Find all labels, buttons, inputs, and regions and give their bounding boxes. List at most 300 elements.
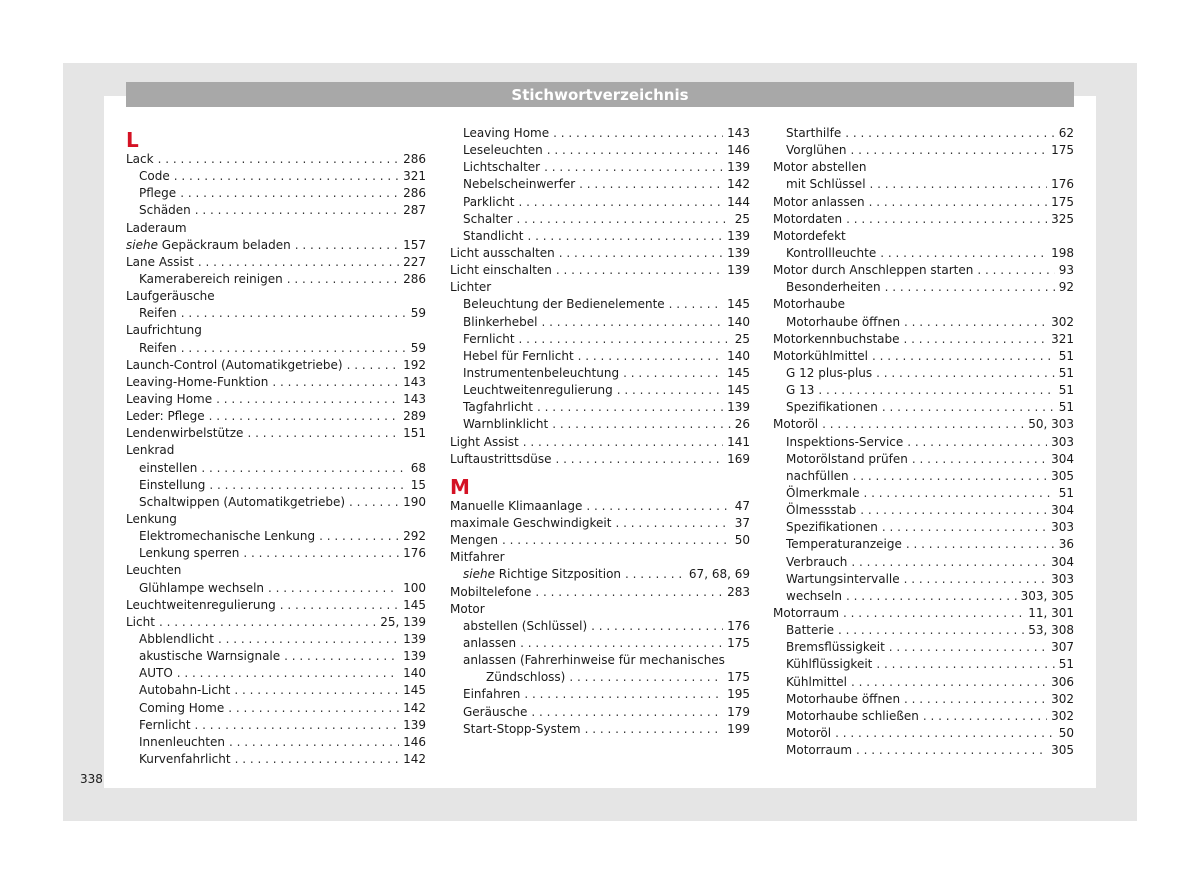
entry-page: 287 — [403, 203, 426, 218]
entry-page: 145 — [403, 597, 426, 612]
entry-term: G 13 — [786, 383, 815, 398]
entry-term: Motorkühlmittel — [773, 348, 868, 363]
entry-page: 175 — [727, 670, 750, 685]
index-heading — [126, 288, 426, 305]
entry-page: 289 — [403, 409, 426, 424]
entry-page: 25, 139 — [380, 614, 426, 629]
entry-page: 139 — [403, 631, 426, 646]
index-entry — [450, 159, 750, 176]
index-entry — [126, 648, 426, 665]
entry-page: 199 — [727, 721, 750, 736]
index-entry — [126, 425, 426, 442]
entry-term: Abblendlicht — [139, 631, 214, 646]
dot-leader — [870, 176, 1048, 193]
entry-term: Motor durch Anschleppen starten — [773, 263, 974, 278]
entry-page: 53, 308 — [1028, 623, 1074, 638]
entry-page: 100 — [403, 580, 426, 595]
index-entry — [773, 468, 1074, 485]
entry-term: Leaving Home — [463, 126, 550, 140]
entry-term: wechseln — [786, 588, 842, 603]
entry-page: 286 — [403, 186, 426, 201]
entry-page: 144 — [727, 194, 750, 209]
entry-page: 176 — [1051, 177, 1074, 192]
dot-leader — [835, 725, 1055, 742]
entry-term: Kühlmittel — [786, 674, 847, 689]
entry-term: anlassen (Fahrerhinweise für mechanisches — [463, 653, 725, 668]
entry-term: Reifen — [139, 340, 177, 355]
entry-page: 139 — [727, 400, 750, 415]
index-entry — [450, 262, 750, 279]
dot-leader — [243, 545, 399, 562]
entry-page: 37 — [734, 515, 750, 530]
index-entry — [126, 357, 426, 374]
dot-leader — [851, 554, 1047, 571]
entry-page: 139 — [727, 263, 750, 278]
entry-term: Glühlampe wechseln — [139, 580, 265, 595]
index-entry — [126, 202, 426, 219]
entry-term — [126, 237, 291, 254]
dot-leader — [669, 296, 723, 313]
entry-page: 146 — [403, 734, 426, 749]
index-entry — [450, 635, 750, 652]
dot-leader — [846, 211, 1047, 228]
dot-leader — [349, 494, 399, 511]
dot-leader — [268, 580, 399, 597]
index-letter: M — [450, 474, 470, 499]
entry-term: Motor — [450, 601, 485, 616]
entry-page: 175 — [1051, 194, 1074, 209]
entry-page: 283 — [727, 584, 750, 599]
index-heading — [450, 549, 750, 566]
index-entry — [126, 374, 426, 391]
index-entry — [773, 656, 1074, 673]
dot-leader — [553, 125, 723, 142]
entry-term: Blinkerhebel — [463, 314, 538, 329]
dot-leader — [876, 656, 1054, 673]
index-entry — [450, 125, 750, 142]
entry-term: Pflege — [139, 186, 177, 201]
index-heading — [450, 652, 750, 669]
entry-term: Leaving Home — [126, 391, 213, 406]
entry-page: 286 — [403, 271, 426, 286]
entry-term: Batterie — [786, 623, 835, 638]
index-entry — [450, 532, 750, 549]
dot-leader — [846, 588, 1017, 605]
dot-leader — [880, 245, 1047, 262]
entry-term: Fernlicht — [463, 331, 515, 346]
dot-leader — [198, 254, 399, 271]
index-entry — [126, 151, 426, 168]
entry-term: Vorglühen — [786, 143, 847, 158]
dot-leader — [284, 648, 399, 665]
dot-leader — [625, 566, 685, 583]
index-entry — [126, 665, 426, 682]
index-heading — [450, 279, 750, 296]
entry-term: Leuchtweitenregulierung — [126, 597, 276, 612]
index-heading — [773, 296, 1074, 313]
entry-page: 141 — [727, 434, 750, 449]
entry-page: 47 — [734, 498, 750, 513]
entry-page: 67, 68, 69 — [688, 567, 750, 582]
entry-term-text: Richtige Sitzposition — [498, 567, 622, 582]
index-heading — [773, 159, 1074, 176]
index-column-1 — [126, 125, 426, 768]
dot-leader — [586, 498, 730, 515]
entry-page: 321 — [1051, 331, 1074, 346]
entry-page: 145 — [727, 297, 750, 312]
entry-term: Lane Assist — [126, 254, 194, 269]
dot-leader — [617, 382, 723, 399]
dot-leader — [845, 125, 1055, 142]
entry-page: 139 — [403, 649, 426, 664]
dot-leader — [181, 305, 407, 322]
index-entry — [773, 348, 1074, 365]
index-entry — [126, 580, 426, 597]
index-entry — [773, 536, 1074, 553]
dot-leader — [569, 669, 723, 686]
entry-term: Code — [139, 169, 170, 184]
entry-page: 302 — [1051, 314, 1074, 329]
entry-page: 51 — [1058, 657, 1074, 672]
index-entry — [450, 331, 750, 348]
dot-leader — [180, 185, 399, 202]
entry-term: Standlicht — [463, 228, 524, 243]
index-entry — [773, 399, 1074, 416]
dot-leader — [272, 374, 399, 391]
dot-leader — [218, 631, 399, 648]
entry-term: Lichtschalter — [463, 160, 541, 175]
entry-page: 286 — [403, 152, 426, 166]
index-entry — [126, 700, 426, 717]
dot-leader — [578, 348, 723, 365]
entry-term: mit Schlüssel — [786, 177, 866, 192]
dot-leader — [535, 584, 723, 601]
entry-page: 143 — [403, 391, 426, 406]
entry-term: Lenkung sperren — [139, 546, 240, 561]
index-entry — [126, 168, 426, 185]
entry-term: Lichter — [450, 280, 492, 295]
index-entry — [773, 605, 1074, 622]
entry-page: 139 — [727, 245, 750, 260]
index-entry — [126, 254, 426, 271]
index-entry — [773, 725, 1074, 742]
entry-page: 59 — [410, 306, 426, 321]
dot-leader — [247, 425, 399, 442]
index-entry — [126, 391, 426, 408]
entry-term: Motorhaube öffnen — [786, 314, 901, 329]
entry-page: 59 — [410, 340, 426, 355]
entry-term: Lenkrad — [126, 443, 175, 458]
entry-term: Fernlicht — [139, 717, 191, 732]
entry-page: 145 — [727, 365, 750, 380]
entry-term: Verbrauch — [786, 554, 848, 569]
entry-term: Licht einschalten — [450, 263, 552, 278]
entry-page: 306 — [1051, 674, 1074, 689]
entry-term: Coming Home — [139, 700, 225, 715]
entry-page: 139 — [727, 160, 750, 175]
entry-term: Elektromechanische Lenkung — [139, 529, 316, 544]
entry-term: einstellen — [139, 460, 198, 475]
index-entry — [450, 451, 750, 468]
dot-leader — [547, 142, 723, 159]
entry-term: nachfüllen — [786, 468, 849, 483]
dot-leader — [851, 674, 1047, 691]
entry-page: 227 — [403, 254, 426, 269]
dot-leader — [818, 382, 1054, 399]
dot-leader — [195, 202, 399, 219]
index-entry — [773, 142, 1074, 159]
entry-term: Lack — [126, 152, 154, 166]
entry-page: 51 — [1058, 365, 1074, 380]
entry-term: Ölmerkmale — [786, 485, 860, 500]
entry-page: 25 — [734, 211, 750, 226]
dot-leader — [843, 605, 1024, 622]
index-entry — [126, 340, 426, 357]
dot-leader — [319, 528, 399, 545]
entry-term: Leseleuchten — [463, 143, 543, 158]
index-entry — [773, 622, 1074, 639]
page-number: 338 — [80, 772, 103, 786]
dot-leader — [177, 665, 399, 682]
index-heading — [450, 601, 750, 618]
entry-page: 51 — [1058, 348, 1074, 363]
entry-page: 321 — [403, 169, 426, 184]
entry-page: 175 — [1051, 143, 1074, 158]
dot-leader — [347, 357, 400, 374]
index-entry — [126, 460, 426, 477]
dot-leader — [623, 365, 723, 382]
index-entry — [450, 434, 750, 451]
entry-page: 303 — [1051, 571, 1074, 586]
dot-leader — [181, 340, 407, 357]
dot-leader — [904, 571, 1047, 588]
entry-page: 307 — [1051, 640, 1074, 655]
dot-leader — [201, 460, 406, 477]
index-entry — [450, 618, 750, 635]
index-entry — [773, 262, 1074, 279]
index-entry — [773, 365, 1074, 382]
index-entry — [126, 185, 426, 202]
entry-page: 157 — [403, 237, 426, 252]
entry-page: 143 — [727, 126, 750, 140]
entry-term: Laufrichtung — [126, 323, 202, 338]
index-entry — [126, 271, 426, 288]
dot-leader — [904, 691, 1047, 708]
entry-page: 146 — [727, 143, 750, 158]
dot-leader — [864, 485, 1055, 502]
entry-page: 139 — [403, 717, 426, 732]
entry-term: Licht — [126, 614, 155, 629]
index-entry — [773, 279, 1074, 296]
entry-term: Motorölstand prüfen — [786, 451, 908, 466]
entry-page: 192 — [403, 357, 426, 372]
index-entry — [773, 451, 1074, 468]
entry-term: abstellen (Schlüssel) — [463, 618, 588, 633]
index-entry — [773, 382, 1074, 399]
entry-term: Mobiltelefone — [450, 584, 532, 599]
dot-leader — [228, 700, 399, 717]
entry-term: Schalter — [463, 211, 513, 226]
index-entry — [126, 597, 426, 614]
dot-leader — [853, 468, 1047, 485]
entry-term: Spezifikationen — [786, 520, 878, 535]
entry-term: AUTO — [139, 666, 173, 681]
dot-leader — [912, 451, 1047, 468]
entry-term — [463, 566, 621, 583]
entry-page: 325 — [1051, 211, 1074, 226]
entry-page: 145 — [727, 383, 750, 398]
entry-term: Lenkung — [126, 511, 177, 526]
index-entry — [450, 704, 750, 721]
entry-page: 51 — [1058, 400, 1074, 415]
entry-page: 303 — [1051, 434, 1074, 449]
entry-term: Zündschloss) — [486, 670, 566, 685]
entry-term: Start-Stopp-System — [463, 721, 581, 736]
entry-term: Wartungsintervalle — [786, 571, 900, 586]
dot-leader — [591, 618, 723, 635]
entry-page: 142 — [403, 751, 426, 766]
see-reference: siehe — [126, 237, 158, 252]
dot-leader — [531, 704, 723, 721]
dot-leader — [502, 532, 731, 549]
dot-leader — [556, 451, 724, 468]
entry-page: 195 — [727, 687, 750, 702]
index-entry — [773, 434, 1074, 451]
entry-page: 140 — [727, 314, 750, 329]
entry-page: 175 — [727, 635, 750, 650]
index-heading — [126, 562, 426, 579]
entry-term: Launch-Control (Automatikgetriebe) — [126, 357, 343, 372]
entry-term: Leaving-Home-Funktion — [126, 374, 269, 389]
index-entry — [450, 194, 750, 211]
index-entry — [450, 348, 750, 365]
index-entry — [450, 176, 750, 193]
index-entry — [450, 314, 750, 331]
entry-term: Leuchtweitenregulierung — [463, 383, 613, 398]
entry-term: Kühlflüssigkeit — [786, 657, 873, 672]
dot-leader — [860, 502, 1047, 519]
index-heading — [773, 228, 1074, 245]
entry-page: 142 — [403, 700, 426, 715]
entry-page: 292 — [403, 529, 426, 544]
entry-term: Motoröl — [773, 417, 819, 432]
entry-term: Hebel für Fernlicht — [463, 348, 574, 363]
dot-leader — [519, 194, 724, 211]
index-entry — [773, 674, 1074, 691]
dot-leader — [872, 348, 1055, 365]
entry-term: Motor abstellen — [773, 160, 867, 175]
entry-term: Geräusche — [463, 704, 528, 719]
entry-term: Motoröl — [786, 725, 832, 740]
index-entry — [773, 571, 1074, 588]
dot-leader — [158, 151, 400, 168]
index-entry — [773, 314, 1074, 331]
entry-term: Light Assist — [450, 434, 519, 449]
index-entry — [126, 614, 426, 631]
index-column-2 — [450, 125, 750, 738]
entry-page: 302 — [1051, 691, 1074, 706]
entry-term: Inspektions-Service — [786, 434, 904, 449]
entry-term: Schäden — [139, 203, 191, 218]
dot-leader — [882, 519, 1047, 536]
index-entry — [126, 717, 426, 734]
entry-page: 179 — [727, 704, 750, 719]
dot-leader — [851, 142, 1048, 159]
index-entry — [126, 477, 426, 494]
entry-page: 302 — [1051, 708, 1074, 723]
entry-page: 36 — [1058, 537, 1074, 552]
dot-leader — [159, 614, 376, 631]
index-entry — [773, 708, 1074, 725]
dot-leader — [559, 245, 723, 262]
dot-leader — [517, 211, 731, 228]
entry-term: Motorhaube — [773, 297, 846, 312]
dot-leader — [904, 331, 1048, 348]
entry-term: Temperaturanzeige — [786, 537, 902, 552]
index-entry — [450, 142, 750, 159]
index-entry — [126, 305, 426, 322]
index-entry — [773, 176, 1074, 193]
index-entry — [450, 584, 750, 601]
entry-term: Einfahren — [463, 687, 521, 702]
dot-leader — [174, 168, 399, 185]
entry-page: 50 — [734, 533, 750, 548]
dot-leader — [889, 639, 1047, 656]
entry-term: Instrumentenbeleuchtung — [463, 365, 620, 380]
dot-leader — [822, 416, 1024, 433]
dot-leader — [519, 331, 731, 348]
dot-leader — [537, 399, 723, 416]
entry-term: Motorraum — [786, 743, 853, 758]
index-entry — [126, 682, 426, 699]
entry-term: Parklicht — [463, 194, 515, 209]
entry-term: Tagfahrlicht — [463, 400, 534, 415]
entry-term: Lendenwirbelstütze — [126, 426, 244, 441]
index-column-3 — [773, 125, 1074, 759]
dot-leader — [907, 434, 1047, 451]
index-heading — [126, 220, 426, 237]
index-entry — [773, 742, 1074, 759]
entry-term: Bremsflüssigkeit — [786, 640, 885, 655]
entry-term: Nebelscheinwerfer — [463, 177, 576, 192]
entry-term: Leuchten — [126, 563, 182, 578]
entry-term: Motorhaube schließen — [786, 708, 919, 723]
index-entry — [126, 528, 426, 545]
dot-leader — [838, 622, 1024, 639]
index-entry — [450, 399, 750, 416]
entry-page: 15 — [410, 477, 426, 492]
dot-leader — [280, 597, 399, 614]
entry-page: 176 — [727, 618, 750, 633]
entry-page: 51 — [1058, 485, 1074, 500]
entry-page: 145 — [403, 683, 426, 698]
entry-page: 25 — [734, 331, 750, 346]
index-entry — [773, 416, 1074, 433]
entry-page: 151 — [403, 426, 426, 441]
entry-term: Motordefekt — [773, 228, 846, 243]
dot-leader — [579, 176, 723, 193]
entry-term-text: Gepäckraum beladen — [161, 237, 291, 252]
dot-leader — [209, 477, 406, 494]
entry-term: Luftaustrittsdüse — [450, 451, 552, 466]
entry-page: 62 — [1058, 126, 1074, 140]
entry-page: 176 — [403, 546, 426, 561]
index-entry — [773, 194, 1074, 211]
dot-leader — [234, 682, 399, 699]
index-entry — [126, 734, 426, 751]
index-entry — [773, 245, 1074, 262]
index-entry — [773, 588, 1074, 605]
